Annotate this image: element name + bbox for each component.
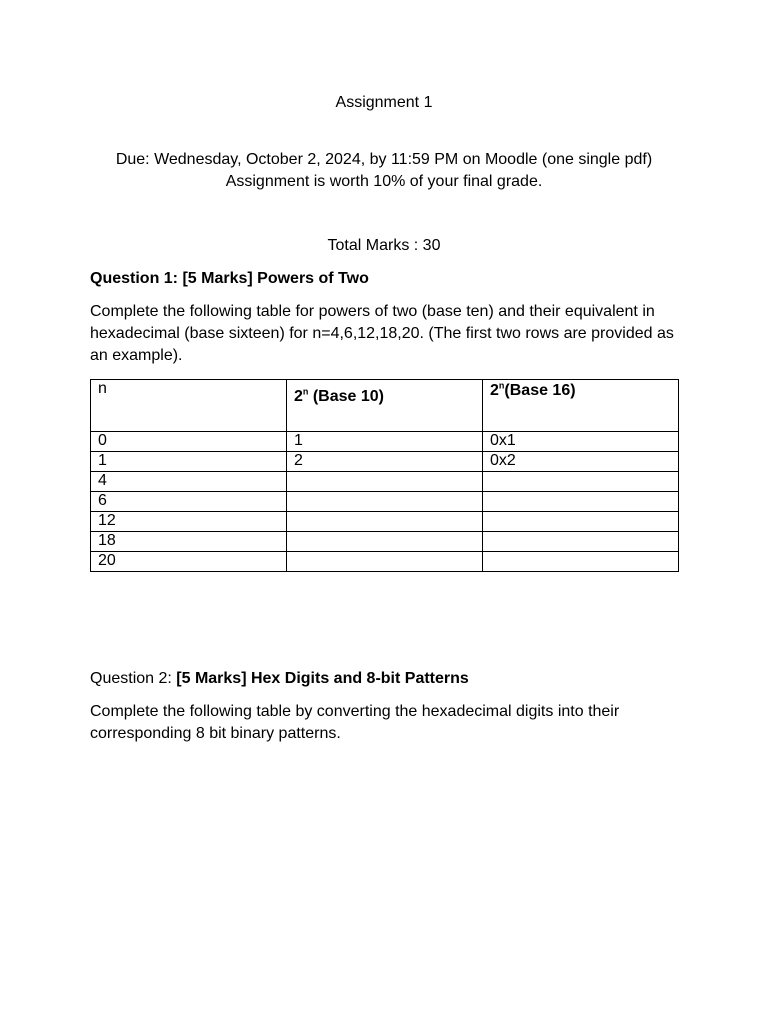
table-header-row (91, 380, 679, 432)
column-header-base-16 (483, 380, 679, 432)
powers-of-two-table (90, 379, 679, 572)
header-base-10-two: 2 (294, 388, 303, 405)
cell-base-16[interactable] (483, 512, 679, 532)
question-1-heading: Question 1: [5 Marks] Powers of Two (90, 270, 369, 287)
cell-n: 18 (91, 532, 287, 552)
cell-n: 20 (91, 552, 287, 572)
cell-n: 1 (91, 452, 287, 472)
cell-n: 12 (91, 512, 287, 532)
header-base-16-label: (Base 16) (504, 382, 576, 399)
cell-base-16[interactable] (483, 492, 679, 512)
question-2-title: [5 Marks] Hex Digits and 8-bit Patterns (176, 670, 469, 687)
assignment-title: Assignment 1 (335, 94, 433, 111)
header-base-10-exponent: n (302, 386, 309, 397)
header-base-16-two: 2 (490, 382, 499, 399)
cell-n: 0 (91, 432, 287, 452)
table-row (91, 532, 679, 552)
table-row (91, 452, 679, 472)
due-date-line: Due: Wednesday, October 2, 2024, by 11:59 PM on Moodle (one single pdf) (115, 151, 653, 168)
table-row (91, 492, 679, 512)
header-base-10-label: (Base 10) (308, 388, 384, 405)
question-2-heading (90, 668, 469, 689)
cell-base-10[interactable] (287, 552, 483, 572)
question-2-instructions: Complete the following table by converting the hexadecimal digits into their corresponding 8 bit binary patterns. (90, 703, 620, 742)
cell-base-16[interactable]: 0x2 (483, 452, 679, 472)
cell-base-10[interactable] (287, 512, 483, 532)
cell-base-16[interactable] (483, 532, 679, 552)
cell-base-16[interactable]: 0x1 (483, 432, 679, 452)
grade-weight-line: Assignment is worth 10% of your final grade. (225, 173, 543, 190)
cell-base-10[interactable] (287, 532, 483, 552)
cell-base-10[interactable] (287, 472, 483, 492)
question-1-instructions: Complete the following table for powers of two (base ten) and their equivalent in hexadecimal (base sixteen) for n=4,6,12,18,20. (The first two rows are provided as an example). (90, 303, 674, 364)
table-row (91, 512, 679, 532)
cell-n: 4 (91, 472, 287, 492)
table-row (91, 552, 679, 572)
column-header-n: n (91, 380, 287, 432)
table-row (91, 432, 679, 452)
table-row (91, 472, 679, 492)
column-header-base-10 (287, 380, 483, 432)
cell-base-10[interactable]: 2 (287, 452, 483, 472)
cell-base-16[interactable] (483, 552, 679, 572)
cell-base-10[interactable] (287, 492, 483, 512)
header-base-16-exponent: n (498, 380, 505, 391)
cell-base-10[interactable]: 1 (287, 432, 483, 452)
question-2-prefix: Question 2: (90, 670, 177, 687)
cell-n: 6 (91, 492, 287, 512)
total-marks-line: Total Marks : 30 (327, 237, 441, 254)
cell-base-16[interactable] (483, 472, 679, 492)
